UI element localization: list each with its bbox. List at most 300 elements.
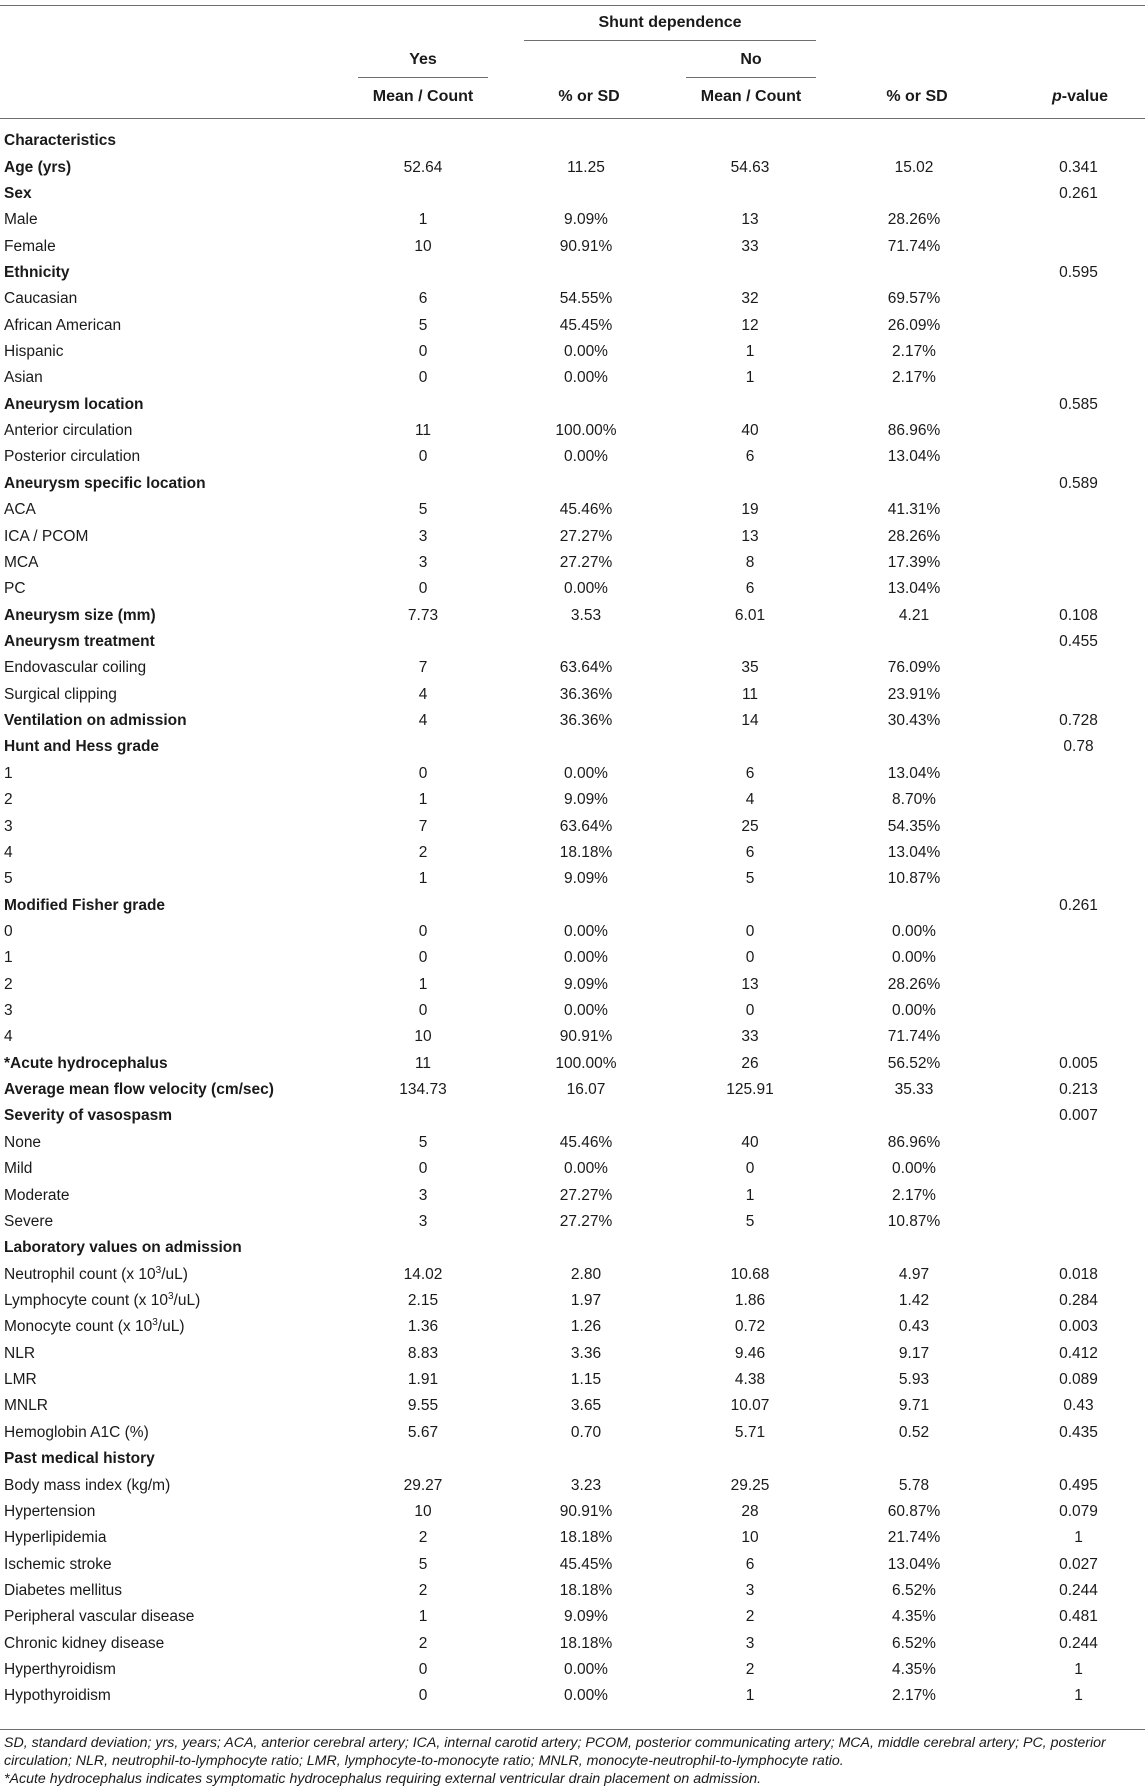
cell-no-mean: 6 xyxy=(745,580,755,598)
row-label-text: Neutrophil count (x 10 xyxy=(4,1265,156,1283)
cell-p-value xyxy=(1012,1235,1145,1261)
section-row xyxy=(0,128,1145,154)
row-label: Anterior circulation xyxy=(4,422,133,440)
cell-no-mean: 4 xyxy=(745,791,755,809)
row-label-sup: 3 xyxy=(155,1264,162,1276)
cell-no-mean: 32 xyxy=(741,290,759,308)
table-row xyxy=(0,761,1145,787)
row-label: Chronic kidney disease xyxy=(4,1634,165,1652)
row-label: 2 xyxy=(4,791,13,809)
cell-p-value xyxy=(1012,444,1145,470)
cell-no-mean: 13 xyxy=(741,975,759,993)
row-label: MCA xyxy=(4,553,39,571)
row-label: Female xyxy=(4,237,56,255)
cell-no-pct: 60.87% xyxy=(887,1502,941,1520)
cell-no-mean: 0 xyxy=(745,922,755,940)
row-label: None xyxy=(4,1133,42,1151)
cell-no-mean: 19 xyxy=(741,501,759,519)
cell-no-mean: 0 xyxy=(745,949,755,967)
row-label: Severe xyxy=(4,1212,54,1230)
cell-no-mean: 5.71 xyxy=(734,1423,766,1441)
cell-p-value: 0.244 xyxy=(1059,1634,1098,1652)
cell-p-value xyxy=(1012,233,1145,259)
cell-yes-pct: 18.18% xyxy=(559,1581,613,1599)
cell-p-value xyxy=(1012,286,1145,312)
cell-no-mean xyxy=(684,629,816,655)
cell-yes-pct: 27.27% xyxy=(559,527,613,545)
header-no: No xyxy=(740,51,762,68)
cell-yes-pct xyxy=(488,1103,684,1129)
table-row xyxy=(0,998,1145,1024)
cell-yes-pct: 9.09% xyxy=(564,211,608,229)
cell-p-value xyxy=(1012,761,1145,787)
cell-p-value: 0.005 xyxy=(1059,1054,1098,1072)
cell-yes-pct: 36.36% xyxy=(559,712,613,730)
cell-no-pct: 26.09% xyxy=(887,316,941,334)
table-row xyxy=(0,1420,1145,1446)
cell-yes-mean: 2 xyxy=(418,1529,428,1547)
row-label: Aneurysm treatment xyxy=(4,633,155,650)
table-row xyxy=(0,1525,1145,1551)
cell-yes-mean: 2 xyxy=(418,843,428,861)
table-row xyxy=(0,1393,1145,1419)
cell-no-pct: 4.35% xyxy=(892,1661,936,1679)
cell-yes-mean: 0 xyxy=(418,1160,428,1178)
cell-yes-mean: 5 xyxy=(418,316,428,334)
cell-yes-pct: 0.00% xyxy=(564,1687,608,1705)
row-label: Ethnicity xyxy=(4,263,70,281)
cell-no-pct: 56.52% xyxy=(887,1054,941,1072)
cell-yes-pct: 54.55% xyxy=(559,290,613,308)
cell-yes-mean xyxy=(358,260,488,286)
cell-no-mean: 10.68 xyxy=(730,1265,770,1283)
cell-no-mean: 6 xyxy=(745,764,755,782)
cell-yes-mean: 14.02 xyxy=(403,1265,443,1283)
cell-no-pct: 28.26% xyxy=(887,211,941,229)
row-label: Male xyxy=(4,211,38,229)
row-label: Ventilation on admission xyxy=(4,712,187,730)
row-label: Characteristics xyxy=(4,132,117,150)
row-label: LMR xyxy=(4,1371,37,1389)
cell-no-pct: 21.74% xyxy=(887,1529,941,1547)
cell-no-pct xyxy=(816,181,1012,207)
section-row xyxy=(0,471,1145,497)
cell-yes-mean: 1.36 xyxy=(407,1318,439,1336)
footnotes xyxy=(4,1734,1142,1788)
cell-yes-mean xyxy=(358,392,488,418)
cell-yes-mean: 2.15 xyxy=(407,1291,439,1309)
cell-yes-mean: 2 xyxy=(418,1634,428,1652)
cell-yes-pct: 45.46% xyxy=(559,501,613,519)
group-header-underline xyxy=(524,40,816,41)
cell-yes-mean: 0 xyxy=(418,343,428,361)
cell-no-pct xyxy=(816,1103,1012,1129)
header-bottom-rule xyxy=(0,118,1145,119)
table-row xyxy=(0,1499,1145,1525)
cell-no-mean: 33 xyxy=(741,237,759,255)
section-row xyxy=(0,181,1145,207)
row-label: 2 xyxy=(4,975,13,993)
table-row xyxy=(0,523,1145,549)
cell-yes-pct: 0.00% xyxy=(564,448,608,466)
cell-no-mean: 33 xyxy=(741,1028,759,1046)
cell-yes-pct: 3.36 xyxy=(570,1344,602,1362)
cell-p-value: 0.284 xyxy=(1059,1291,1098,1309)
group-header-shunt-dependence: Shunt dependence xyxy=(598,14,742,31)
row-label: 4 xyxy=(4,843,13,861)
cell-no-mean: 6 xyxy=(745,843,755,861)
cell-yes-pct: 3.23 xyxy=(570,1476,602,1494)
cell-no-mean: 3 xyxy=(745,1581,755,1599)
cell-yes-mean: 0 xyxy=(418,1687,428,1705)
cell-yes-pct: 9.09% xyxy=(564,870,608,888)
table-row xyxy=(0,444,1145,470)
col-header-no-pct: % or SD xyxy=(886,88,948,105)
cell-yes-mean: 1 xyxy=(418,870,428,888)
cell-no-pct: 86.96% xyxy=(887,1133,941,1151)
cell-yes-pct xyxy=(488,128,684,154)
cell-no-mean: 1 xyxy=(745,343,755,361)
cell-no-pct xyxy=(816,392,1012,418)
table-row xyxy=(0,1156,1145,1182)
cell-no-mean: 1 xyxy=(745,1687,755,1705)
row-label-text: Lymphocyte count (x 10 xyxy=(4,1291,168,1309)
cell-yes-mean: 1 xyxy=(418,975,428,993)
cell-p-value: 1 xyxy=(1074,1529,1083,1547)
cell-yes-mean: 4 xyxy=(418,712,428,730)
cell-yes-mean xyxy=(358,1235,488,1261)
cell-no-mean: 40 xyxy=(741,1133,759,1151)
cell-yes-pct: 9.09% xyxy=(564,975,608,993)
cell-p-value xyxy=(1012,813,1145,839)
section-row xyxy=(0,392,1145,418)
cell-yes-pct: 9.09% xyxy=(564,1608,608,1626)
p-italic: p xyxy=(1051,88,1062,105)
row-label: 4 xyxy=(4,1028,13,1046)
cell-yes-pct: 45.46% xyxy=(559,1133,613,1151)
cell-p-value xyxy=(1012,945,1145,971)
cell-no-pct xyxy=(816,471,1012,497)
cell-no-mean xyxy=(684,734,816,760)
cell-yes-pct: 63.64% xyxy=(559,817,613,835)
cell-p-value xyxy=(1012,576,1145,602)
cell-p-value xyxy=(1012,365,1145,391)
cell-no-pct: 28.26% xyxy=(887,527,941,545)
cell-yes-mean: 0 xyxy=(418,1002,428,1020)
cell-p-value: 0.261 xyxy=(1059,896,1098,914)
cell-no-mean: 25 xyxy=(741,817,759,835)
cell-yes-mean: 0 xyxy=(418,1661,428,1679)
table-row xyxy=(0,1604,1145,1630)
cell-yes-mean: 3 xyxy=(418,1212,428,1230)
cell-yes-pct: 0.00% xyxy=(564,369,608,387)
table-bottom-rule xyxy=(0,1729,1145,1730)
cell-p-value xyxy=(1012,998,1145,1024)
cell-no-mean xyxy=(684,1235,816,1261)
cell-no-mean: 13 xyxy=(741,211,759,229)
cell-no-pct: 5.78 xyxy=(898,1476,930,1494)
cell-yes-mean: 8.83 xyxy=(407,1344,439,1362)
table-row xyxy=(0,207,1145,233)
cell-p-value xyxy=(1012,655,1145,681)
row-label: *Acute hydrocephalus xyxy=(4,1054,168,1072)
row-label: Average mean flow velocity (cm/sec) xyxy=(4,1081,274,1099)
cell-p-value: 0.585 xyxy=(1059,395,1098,413)
cell-no-pct: 71.74% xyxy=(887,1028,941,1046)
cell-no-pct: 10.87% xyxy=(887,1212,941,1230)
row-label: Hypertension xyxy=(4,1502,96,1520)
cell-no-mean: 0 xyxy=(745,1002,755,1020)
table-row xyxy=(0,418,1145,444)
cell-p-value: 0.412 xyxy=(1059,1344,1098,1362)
cell-no-mean: 1.86 xyxy=(734,1291,766,1309)
cell-yes-pct: 0.00% xyxy=(564,922,608,940)
cell-yes-mean: 3 xyxy=(418,1186,428,1204)
cell-p-value: 0.007 xyxy=(1059,1107,1098,1125)
cell-no-pct: 0.00% xyxy=(892,949,936,967)
row-label: Aneurysm size (mm) xyxy=(4,606,156,624)
cell-yes-pct xyxy=(488,892,684,918)
cell-yes-pct: 0.00% xyxy=(564,949,608,967)
table-row xyxy=(0,1261,1145,1287)
yes-underline xyxy=(358,77,488,78)
cell-no-mean: 13 xyxy=(741,527,759,545)
cell-p-value: 0.728 xyxy=(1059,712,1098,730)
cell-no-pct: 0.00% xyxy=(892,1002,936,1020)
cell-no-mean: 2 xyxy=(745,1661,755,1679)
cell-p-value xyxy=(1012,523,1145,549)
cell-p-value xyxy=(1012,1156,1145,1182)
cell-p-value xyxy=(1012,972,1145,998)
table-row xyxy=(0,233,1145,259)
table-row xyxy=(0,286,1145,312)
section-row xyxy=(0,629,1145,655)
row-label: Surgical clipping xyxy=(4,685,117,703)
cell-no-mean: 14 xyxy=(741,712,759,730)
cell-p-value: 0.079 xyxy=(1059,1502,1098,1520)
cell-no-pct: 86.96% xyxy=(887,422,941,440)
cell-yes-pct: 100.00% xyxy=(555,1054,617,1072)
cell-no-mean: 2 xyxy=(745,1608,755,1626)
cell-p-value xyxy=(1012,1130,1145,1156)
cell-no-mean: 28 xyxy=(741,1502,759,1520)
cell-no-pct: 76.09% xyxy=(887,659,941,677)
cell-p-value xyxy=(1012,866,1145,892)
cell-yes-mean: 7 xyxy=(418,659,428,677)
cell-no-mean: 5 xyxy=(745,870,755,888)
cell-yes-mean: 0 xyxy=(418,448,428,466)
row-label-suffix: /uL) xyxy=(173,1291,201,1309)
section-row xyxy=(0,1446,1145,1472)
cell-yes-mean: 7 xyxy=(418,817,428,835)
cell-no-pct: 5.93 xyxy=(898,1371,930,1389)
cell-no-mean: 1 xyxy=(745,1186,755,1204)
row-label-suffix: /uL) xyxy=(161,1265,188,1283)
cell-no-pct: 13.04% xyxy=(887,580,941,598)
cell-yes-pct xyxy=(488,392,684,418)
section-row xyxy=(0,260,1145,286)
cell-no-pct: 13.04% xyxy=(887,1555,941,1573)
cell-no-pct: 2.17% xyxy=(892,1186,936,1204)
row-label: Caucasian xyxy=(4,290,78,308)
row-label: Past medical history xyxy=(4,1450,155,1468)
cell-p-value xyxy=(1012,550,1145,576)
row-label: African American xyxy=(4,316,122,334)
row-label: Age (yrs) xyxy=(4,158,72,176)
cell-no-pct: 13.04% xyxy=(887,843,941,861)
cell-yes-pct: 0.70 xyxy=(570,1423,602,1441)
cell-no-mean: 12 xyxy=(741,316,759,334)
cell-no-pct: 0.00% xyxy=(892,1160,936,1178)
cell-yes-mean: 10 xyxy=(414,1028,432,1046)
cell-yes-pct: 90.91% xyxy=(559,1502,613,1520)
cell-p-value xyxy=(1012,1446,1145,1472)
table-row xyxy=(0,576,1145,602)
cell-no-pct: 9.17 xyxy=(898,1344,930,1362)
cell-no-pct: 35.33 xyxy=(894,1081,934,1099)
cell-yes-mean: 5.67 xyxy=(407,1423,439,1441)
cell-yes-pct: 0.00% xyxy=(564,764,608,782)
row-label: Aneurysm specific location xyxy=(4,474,206,492)
cell-no-mean xyxy=(684,892,816,918)
cell-no-mean: 6 xyxy=(745,1555,755,1573)
cell-yes-pct: 3.65 xyxy=(570,1397,602,1415)
cell-no-pct: 10.87% xyxy=(887,870,941,888)
cell-no-pct xyxy=(816,1235,1012,1261)
cell-yes-pct: 18.18% xyxy=(559,1529,613,1547)
cell-no-mean: 0 xyxy=(745,1160,755,1178)
table-row xyxy=(0,919,1145,945)
row-label: MNLR xyxy=(4,1397,48,1415)
cell-no-pct: 17.39% xyxy=(887,553,941,571)
cell-yes-pct: 16.07 xyxy=(566,1081,606,1099)
cell-p-value: 0.455 xyxy=(1059,633,1098,650)
cell-yes-mean: 4 xyxy=(418,685,428,703)
header-yes: Yes xyxy=(409,51,437,68)
row-label: 1 xyxy=(4,764,13,782)
table-body xyxy=(0,128,1145,1710)
row-label: Hypothyroidism xyxy=(4,1687,111,1705)
cell-no-mean: 10 xyxy=(741,1529,759,1547)
cell-p-value: 0.595 xyxy=(1059,263,1098,281)
cell-p-value xyxy=(1012,128,1145,154)
cell-yes-mean: 11 xyxy=(414,1054,432,1072)
cell-no-pct: 41.31% xyxy=(887,501,941,519)
cell-yes-mean xyxy=(358,1103,488,1129)
cell-no-pct: 13.04% xyxy=(887,764,941,782)
row-label: PC xyxy=(4,580,26,598)
cell-no-pct: 28.26% xyxy=(887,975,941,993)
row-label: Posterior circulation xyxy=(4,448,141,466)
cell-yes-mean: 10 xyxy=(414,1502,432,1520)
cell-yes-mean: 0 xyxy=(418,369,428,387)
cell-no-pct: 4.35% xyxy=(892,1608,936,1626)
cell-no-pct: 2.17% xyxy=(892,1687,936,1705)
row-label: 3 xyxy=(4,817,13,835)
cell-p-value: 0.244 xyxy=(1059,1581,1098,1599)
cell-yes-mean: 5 xyxy=(418,1133,428,1151)
cell-no-pct xyxy=(816,260,1012,286)
cell-p-value: 0.495 xyxy=(1059,1476,1098,1494)
cell-yes-pct: 3.53 xyxy=(570,606,602,624)
cell-yes-mean: 9.55 xyxy=(407,1397,439,1415)
table-row xyxy=(0,313,1145,339)
cell-p-value: 0.003 xyxy=(1059,1318,1098,1336)
section-row xyxy=(0,734,1145,760)
cell-yes-pct: 18.18% xyxy=(559,1634,613,1652)
cell-no-mean xyxy=(684,128,816,154)
row-label-sup: 3 xyxy=(167,1290,174,1302)
cell-yes-mean xyxy=(358,128,488,154)
cell-yes-pct: 0.00% xyxy=(564,580,608,598)
row-label: Endovascular coiling xyxy=(4,659,147,677)
table-row xyxy=(0,866,1145,892)
row-label: 0 xyxy=(4,922,13,940)
cell-no-mean: 29.25 xyxy=(730,1476,770,1494)
cell-yes-pct: 100.00% xyxy=(555,422,617,440)
table-row xyxy=(0,682,1145,708)
cell-yes-pct: 1.26 xyxy=(570,1318,602,1336)
row-label: Severity of vasospasm xyxy=(4,1107,173,1125)
cell-no-mean: 6 xyxy=(745,448,755,466)
cell-p-value xyxy=(1012,339,1145,365)
section-row xyxy=(0,1077,1145,1103)
row-label: Hispanic xyxy=(4,343,64,361)
cell-no-mean: 9.46 xyxy=(734,1344,766,1362)
cell-yes-pct: 45.45% xyxy=(559,316,613,334)
cell-yes-mean: 10 xyxy=(414,237,432,255)
cell-no-pct: 2.17% xyxy=(892,369,936,387)
row-label: Hyperthyroidism xyxy=(4,1661,116,1679)
cell-yes-pct: 27.27% xyxy=(559,1212,613,1230)
table-row xyxy=(0,365,1145,391)
table-row xyxy=(0,1288,1145,1314)
cell-p-value xyxy=(1012,1209,1145,1235)
cell-yes-mean: 0 xyxy=(418,764,428,782)
cell-no-pct: 54.35% xyxy=(887,817,941,835)
table-row xyxy=(0,787,1145,813)
cell-yes-pct: 0.00% xyxy=(564,1160,608,1178)
cell-no-mean: 3 xyxy=(745,1634,755,1652)
cell-yes-mean xyxy=(358,734,488,760)
cell-no-pct: 6.52% xyxy=(892,1581,936,1599)
table-row xyxy=(0,339,1145,365)
row-label: ACA xyxy=(4,501,36,519)
p-suffix: -value xyxy=(1061,88,1109,105)
cell-yes-mean: 134.73 xyxy=(399,1081,447,1099)
cell-no-pct: 13.04% xyxy=(887,448,941,466)
cell-yes-pct xyxy=(488,1235,684,1261)
table-row xyxy=(0,1367,1145,1393)
row-label: Hemoglobin A1C (%) xyxy=(4,1423,149,1441)
cell-no-mean: 54.63 xyxy=(730,158,770,176)
cell-no-mean xyxy=(684,260,816,286)
table-row xyxy=(0,1182,1145,1208)
table-row xyxy=(0,945,1145,971)
cell-no-mean: 26 xyxy=(741,1054,759,1072)
cell-no-mean: 40 xyxy=(741,422,759,440)
table-row xyxy=(0,1341,1145,1367)
abbreviations-note: SD, standard deviation; yrs, years; ACA, anterior cerebral artery; ICA, internal carotid artery; PCOM, posterior communicating artery; MCA, middle cerebral artery; PC, posterior circulation; NLR, neutrophil-to-lymphocyte ratio; LMR, lymphocyte-to-monocyte ratio; MNLR, monocyte-neutrophil-to-lymphocyte ratio. xyxy=(4,1735,1106,1769)
cell-no-mean xyxy=(684,392,816,418)
table-row xyxy=(0,1551,1145,1577)
cell-yes-mean xyxy=(358,629,488,655)
row-label: Diabetes mellitus xyxy=(4,1581,123,1599)
cell-yes-mean: 1 xyxy=(418,211,428,229)
row-label: Moderate xyxy=(4,1186,70,1204)
row-label: 3 xyxy=(4,1002,13,1020)
cell-p-value xyxy=(1012,418,1145,444)
